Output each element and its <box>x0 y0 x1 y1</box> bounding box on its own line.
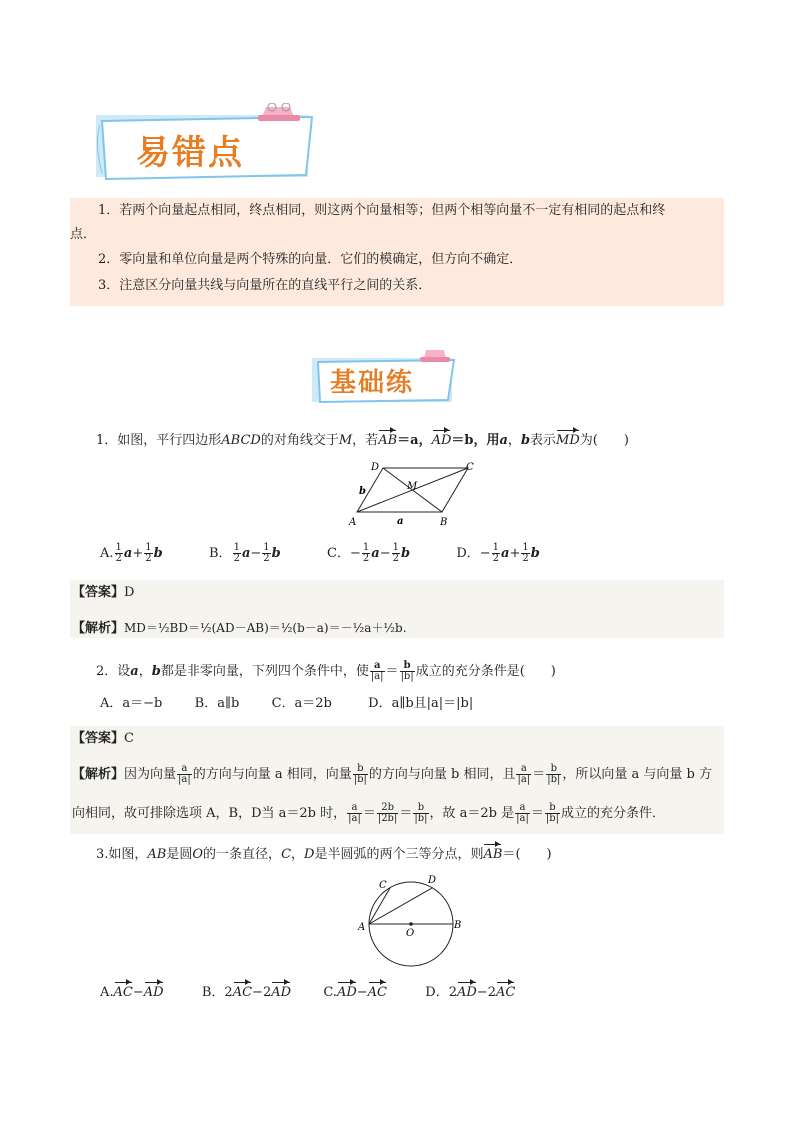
circle-figure <box>355 870 467 970</box>
frac <box>144 543 152 564</box>
vec-ac: AC <box>368 983 387 1003</box>
frac-d: 2 <box>233 553 240 564</box>
answer-value: C <box>124 731 134 746</box>
op: ＝ <box>362 806 376 821</box>
var-b: b <box>400 546 411 561</box>
fig-label-m: M <box>407 481 418 492</box>
frac-n: 1 <box>115 542 122 553</box>
frac-n: 1 <box>392 542 399 553</box>
q1-options <box>100 543 540 564</box>
parallelogram-figure <box>345 458 485 530</box>
an1-b: 的方向与向量 a 相同，向量 <box>192 767 352 782</box>
op: − <box>250 546 262 561</box>
vec-ac: AC <box>233 983 252 1003</box>
chord-ad <box>369 888 432 924</box>
q2-analysis-1 <box>72 762 712 788</box>
note-2: 2．零向量和单位向量是两个特殊的向量．它们的模确定，但方向不确定． <box>98 252 523 267</box>
q2-a: a <box>130 664 139 679</box>
frac <box>347 803 362 824</box>
frac-d: |b| <box>545 813 559 824</box>
frac <box>362 543 370 564</box>
frac <box>392 543 400 564</box>
frac <box>115 543 123 564</box>
banner-title-2: 基础练 <box>330 368 415 398</box>
frac-n: a <box>370 661 385 672</box>
q1-option-a[interactable] <box>100 542 163 564</box>
frac <box>545 803 560 824</box>
q1-vec-ab: AB <box>378 431 397 451</box>
frac <box>353 764 368 785</box>
q3-options <box>100 983 515 1003</box>
vec-ad: AD <box>457 983 477 1003</box>
q1-b: b <box>520 433 531 448</box>
q3-opt-b-pre: B．2 <box>201 985 233 1000</box>
q1-eq-a: ＝a， <box>397 433 432 448</box>
q1-vec-ad: AD <box>432 431 452 451</box>
frac-n: b <box>400 661 415 672</box>
frac-d: 2 <box>522 553 529 564</box>
op: −2 <box>476 985 496 1000</box>
frac-d: 2 <box>392 553 399 564</box>
q3-stem-a: 3.如图， <box>96 847 148 862</box>
frac-n: a <box>515 803 530 814</box>
an2-c: 成立的充分条件． <box>560 806 665 821</box>
q3-option-c[interactable] <box>323 985 387 1000</box>
frac-n: 1 <box>263 542 270 553</box>
op: ＝ <box>532 767 546 782</box>
notes-box <box>70 198 724 306</box>
frac-n: b <box>545 803 560 814</box>
frac-n: a <box>516 764 531 775</box>
q1-stem-d: 表示 <box>530 433 557 448</box>
frac-d: 2 <box>115 553 122 564</box>
frac-d: |a| <box>348 813 361 824</box>
q3-d: D <box>304 847 315 862</box>
q1-stem <box>96 431 629 451</box>
frac <box>492 543 500 564</box>
frac-d: |a| <box>516 813 529 824</box>
q1-answer <box>72 583 134 603</box>
frac <box>377 803 399 824</box>
op: −2 <box>252 985 272 1000</box>
fig-label-d: D <box>371 462 380 473</box>
analysis-label: 【解析】 <box>72 767 125 782</box>
q2-option-d[interactable]: D．a∥b且|a|＝|b| <box>368 696 474 711</box>
frac <box>546 764 561 785</box>
q1-opt-d-pre: D．− <box>456 546 491 561</box>
frac-n: b <box>413 803 428 814</box>
q2-answer <box>72 729 134 749</box>
frac-d: 2 <box>145 553 152 564</box>
frac-d: |b| <box>414 813 428 824</box>
center-dot <box>409 922 413 926</box>
answer-value: D <box>124 585 135 600</box>
frac <box>233 543 241 564</box>
fig-label-b: b <box>359 486 366 497</box>
frac-n: a <box>347 803 362 814</box>
var-b: b <box>530 546 540 561</box>
q3-stem-e: ＝( ) <box>502 847 552 862</box>
q3-stem <box>96 845 552 865</box>
fig-label-o: O <box>406 928 415 939</box>
banner-basic <box>308 348 458 406</box>
q2-option-a[interactable]: A．a＝−b <box>100 696 163 711</box>
fig-label-b-point: B <box>440 517 448 528</box>
q2-stem-c: 成立的充分条件是( ) <box>415 664 556 679</box>
frac-d: |b| <box>547 774 561 785</box>
frac-n: 1 <box>233 542 240 553</box>
note-1a: 1．若两个向量起点相同，终点相同，则这两个向量相等；但两个相等向量不一定有相同的起点和终 <box>98 203 666 218</box>
vec-ad: AD <box>271 983 291 1003</box>
fig-label-a: A <box>349 517 357 528</box>
q2-option-b[interactable]: B．a∥b <box>194 696 240 711</box>
q1-opt-c-pre: C．− <box>327 546 361 561</box>
q3-option-b[interactable] <box>202 985 291 1000</box>
frac-n: a <box>177 764 192 775</box>
fig-label-a: A <box>358 922 366 933</box>
frac-n: b <box>353 764 368 775</box>
frac-d: |b| <box>353 774 367 785</box>
an1-d: ，所以向量 a 与向量 b 方 <box>562 767 712 782</box>
op: ＝ <box>399 806 413 821</box>
op: + <box>132 546 144 561</box>
banner-title-1: 易错点 <box>136 133 244 173</box>
op: ＝ <box>530 806 544 821</box>
q2-sep: ， <box>138 664 152 679</box>
q1-sep: ， <box>507 433 521 448</box>
an1-c: 的方向与向量 b 相同，且 <box>368 767 516 782</box>
q2-options <box>100 694 473 714</box>
q3-stem-d: 是半圆弧的两个三等分点，则 <box>314 847 484 862</box>
note-3: 3．注意区分向量共线与向量所在的直线平行之间的关系． <box>98 278 432 293</box>
answer-label: 【答案】 <box>72 731 125 746</box>
var-a: a <box>371 546 380 561</box>
q3-o: O <box>192 847 204 862</box>
op: ＝ <box>385 664 399 679</box>
q2-b: b <box>151 664 161 679</box>
q3-option-d[interactable] <box>425 985 515 1000</box>
frac-n: 2b <box>377 803 399 814</box>
frac <box>515 803 530 824</box>
q1-eq-b: ＝b，用 <box>451 433 500 448</box>
q3-vec-ab: AB <box>483 845 502 865</box>
q1-option-d[interactable] <box>456 542 540 564</box>
analysis-label: 【解析】 <box>72 621 125 636</box>
frac <box>400 661 415 682</box>
frac-d: 2 <box>492 553 500 564</box>
q2-analysis-2 <box>72 800 665 828</box>
note-1b: 点． <box>70 227 97 242</box>
var-a: a <box>501 546 510 561</box>
q3-stem-b: 是圆 <box>166 847 193 862</box>
q2-stem-a: 2．设 <box>96 664 131 679</box>
frac-d: 2 <box>263 553 270 564</box>
vec-ac: AC <box>114 983 133 1003</box>
frac-n: 1 <box>362 542 370 553</box>
q2-option-c[interactable]: C．a＝2b <box>271 696 332 711</box>
frac-n: 1 <box>145 542 152 553</box>
frac-d: |2b| <box>377 813 398 824</box>
q1-abcd: ABCD <box>221 433 261 448</box>
q3-sep: ， <box>291 847 305 862</box>
q1-vec-md: MD <box>556 431 580 451</box>
banner-mistakes <box>90 103 320 183</box>
q1-m: M <box>338 433 353 448</box>
op: − <box>132 985 144 1000</box>
fig-label-b: B <box>454 920 462 931</box>
q1-option-b[interactable] <box>209 542 281 564</box>
q3-opt-c-pre: C. <box>323 985 337 1000</box>
frac <box>516 764 531 785</box>
clip-icon <box>424 350 446 358</box>
frac <box>177 764 192 785</box>
vec-ac: AC <box>496 983 515 1003</box>
q3-ab: AB <box>147 847 167 862</box>
op: − <box>356 985 368 1000</box>
var-b: b <box>153 546 163 561</box>
q2-stem <box>96 660 556 684</box>
fig-label-c: C <box>466 462 474 473</box>
frac-d: |a| <box>370 671 384 682</box>
q1-stem-c: ，若 <box>352 433 379 448</box>
q1-analysis <box>72 618 407 639</box>
an2-a: 向相同，故可排除选项 A，B，D当 a＝2b 时， <box>72 806 347 821</box>
q3-stem-c: 的一条直径， <box>203 847 282 862</box>
q3-opt-d-pre: D．2 <box>425 985 457 1000</box>
var-b: b <box>271 546 281 561</box>
q1-a: a <box>499 433 508 448</box>
op: + <box>509 546 521 561</box>
fig-label-a-vec: a <box>397 516 404 527</box>
vec-ad: AD <box>144 983 164 1003</box>
frac-n: 1 <box>492 542 500 553</box>
q3-opt-a-pre: A. <box>100 985 114 1000</box>
q1-stem-e: 为( ) <box>579 433 629 448</box>
frac-d: |a| <box>178 774 191 785</box>
an1-a: 因为向量 <box>124 767 177 782</box>
fig-label-c: C <box>379 880 387 891</box>
q3-c: C <box>281 847 292 862</box>
frac-n: b <box>546 764 561 775</box>
analysis-text: MD＝½BD＝½(AD－AB)＝½(b－a)＝－½a＋½b. <box>124 621 407 635</box>
q1-option-c[interactable] <box>327 542 411 564</box>
var-a: a <box>241 546 251 561</box>
fig-label-d: D <box>428 875 437 886</box>
q1-stem-b: 的对角线交于 <box>260 433 339 448</box>
q1-stem-a: 1．如图，平行四边形 <box>96 433 222 448</box>
frac <box>413 803 428 824</box>
q1-opt-b-pre: B． <box>209 546 232 561</box>
answer-label: 【答案】 <box>72 585 125 600</box>
frac-n: 1 <box>522 542 529 553</box>
vec-ad: AD <box>337 983 357 1003</box>
q1-opt-a-pre: A. <box>100 546 114 561</box>
var-a: a <box>123 546 133 561</box>
chord-ac <box>369 888 390 924</box>
frac <box>521 543 529 564</box>
frac-d: 2 <box>362 553 370 564</box>
q2-stem-b: 都是非零向量，下列四个条件中，使 <box>160 664 369 679</box>
frac <box>262 543 270 564</box>
op: − <box>379 546 391 561</box>
frac-d: |b| <box>400 671 414 682</box>
frac-d: |a| <box>517 774 531 785</box>
frac <box>370 661 385 682</box>
an2-b: ，故 a＝2b 是 <box>429 806 515 821</box>
q3-option-a[interactable] <box>100 985 164 1000</box>
